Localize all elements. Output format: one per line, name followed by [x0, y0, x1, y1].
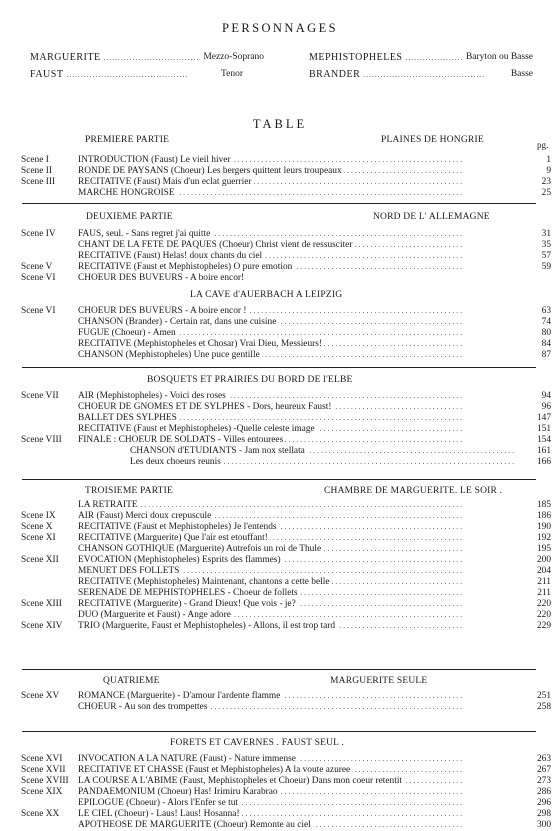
page-column-label: pg.	[537, 140, 549, 150]
scene-number: Scene VII	[21, 391, 59, 401]
entry-title	[78, 621, 514, 632]
entry-title	[78, 402, 514, 413]
section-divider	[22, 367, 536, 368]
personnages-title: PERSONNAGES	[222, 21, 338, 35]
entry-title	[78, 229, 514, 240]
list-item	[0, 188, 560, 199]
section-part-4: QUATRIEME	[103, 676, 160, 686]
page-number: 300	[536, 820, 551, 830]
list-item	[0, 391, 560, 402]
list-item	[0, 413, 560, 424]
entry-title-text: EVOCATION (Mephistopheles) Esprits des flammes)	[78, 555, 281, 565]
entry-title-text: INVOCATION A LA NATURE (Faust) - Nature immense	[78, 754, 296, 764]
cast-voice: Mezzo-Soprano	[203, 52, 264, 62]
entry-title-text: RONDE DE PAYSANS (Choeur) Les bergers quittent leurs troupeaux	[78, 166, 342, 176]
scene-number: Scene III	[21, 177, 56, 187]
list-item	[0, 765, 560, 776]
entry-title-text: LA RETRAITE	[78, 500, 138, 510]
entry-title-text: BALLET DES SYLPHES	[78, 413, 177, 423]
list-item	[0, 522, 560, 533]
entry-title-text: FUGUE (Choeur) - Amen	[78, 328, 176, 338]
list-item	[0, 599, 560, 610]
page-number: 298	[536, 809, 551, 819]
list-item	[0, 328, 560, 339]
page-number: 220	[536, 610, 551, 620]
scene-number: Scene XVIII	[21, 776, 69, 786]
page-number: 94	[541, 391, 551, 401]
entry-title-text: RECITATIVE (Faust et Mephistopheles) -Quelle celeste image	[78, 424, 315, 434]
entry-title	[78, 588, 514, 599]
page-number: 195	[536, 544, 551, 554]
entry-title	[78, 166, 514, 177]
cast-voice: Basse	[510, 69, 533, 79]
page-number: 267	[536, 765, 551, 775]
entry-title	[78, 765, 514, 776]
scene-number: Scene XI	[21, 533, 56, 543]
entry-title	[78, 820, 514, 831]
list-item	[0, 621, 560, 632]
cast-name: BRANDER	[309, 69, 361, 80]
entry-title-text: RECITATIVE (Faust) Helas! doux chants du ciel	[78, 251, 263, 261]
page-number: 204	[536, 566, 551, 576]
entry-title	[78, 577, 514, 588]
entry-title-text: CHOEUR DES BUVEURS - A boire encor!	[78, 273, 245, 283]
page-number: 296	[536, 798, 551, 808]
scene-number: Scene XII	[21, 555, 59, 565]
list-item	[0, 500, 560, 511]
entry-title-text: RECITATIVE (Mephistopheles et Chosar) Vrai Dieu, Messieurs!	[78, 339, 323, 349]
page-number: 84	[541, 339, 551, 349]
leader-dots	[66, 69, 218, 80]
page-number: 25	[541, 188, 551, 198]
entry-title-text: TRIO (Marguerite, Faust et Mephistopheles) - Allons, il est trop tard	[78, 621, 336, 631]
entry-title-text: SERENADE DE MEPHISTOPHELES - Choeur de follets	[78, 588, 298, 598]
entry-title	[78, 702, 514, 713]
entry-title	[78, 262, 514, 273]
list-item	[0, 754, 560, 765]
entry-title	[130, 457, 514, 468]
list-item	[0, 350, 560, 361]
entry-title	[78, 798, 514, 809]
scene-number: Scene X	[21, 522, 53, 532]
entry-title	[78, 610, 514, 621]
cast-entry-brander	[309, 69, 533, 80]
page-number: 286	[536, 787, 551, 797]
list-item	[0, 317, 560, 328]
page-number: 154	[536, 435, 551, 445]
page-number: 31	[541, 229, 551, 239]
cast-entry-mephistopheles	[309, 52, 533, 63]
list-item	[0, 566, 560, 577]
entry-title	[78, 317, 514, 328]
list-item	[0, 166, 560, 177]
scene-number: Scene IV	[21, 229, 56, 239]
page-number: 185	[536, 500, 551, 510]
entry-title	[78, 511, 514, 522]
entry-title	[78, 424, 514, 435]
page-number: 35	[541, 240, 551, 250]
page-number: 74	[541, 317, 551, 327]
entry-title	[78, 350, 514, 361]
list-item	[0, 702, 560, 713]
cast-name: FAUST	[30, 69, 64, 80]
entry-title	[78, 533, 514, 544]
page-number: 9	[546, 166, 551, 176]
entry-title-text: CHOEUR DES BUVEURS - A boire encor !	[78, 306, 247, 316]
section-divider	[22, 669, 536, 670]
cast-entry-marguerite	[30, 52, 264, 63]
leader-dots	[363, 69, 508, 80]
page-number: 229	[536, 621, 551, 631]
scene-number: Scene V	[21, 262, 53, 272]
entry-title-text: RECITATIVE (Faust et Mephistopheles) Je l'entends	[78, 522, 277, 532]
entry-title-text: PANDAEMONIUM (Choeur) Has! Irimiru Karabrao	[78, 787, 278, 797]
page-number: 23	[541, 177, 551, 187]
page-number: 192	[536, 533, 551, 543]
entry-title	[78, 691, 514, 702]
entry-title	[78, 177, 514, 188]
entry-title-text: CHANSON d'ETUDIANTS - Jam nox stellata	[130, 446, 305, 456]
list-item	[0, 544, 560, 555]
page-number: 251	[536, 691, 551, 701]
entry-title	[78, 787, 514, 798]
page-number: 161	[536, 446, 551, 456]
scene-number: Scene XX	[21, 809, 60, 819]
entry-title-text: CHANSON (Mephistopheles) Une puce gentille	[78, 350, 260, 360]
cast-voice: Baryton ou Basse	[465, 52, 533, 62]
list-item	[0, 577, 560, 588]
page-number: 96	[541, 402, 551, 412]
entry-title	[78, 555, 514, 566]
scene-number: Scene VI	[21, 273, 56, 283]
page-number: 190	[536, 522, 551, 532]
section-divider	[22, 731, 536, 732]
entry-title-text: FAUS, seul. - Sans regret j'ai quitte	[78, 229, 211, 239]
cast-voice: Tenor	[220, 69, 243, 79]
entry-title	[78, 522, 514, 533]
page-number: 147	[536, 413, 551, 423]
scene-number: Scene II	[21, 166, 52, 176]
entry-title	[78, 155, 514, 166]
entry-title-text: AIR (Mephistopheles) - Voici des roses	[78, 391, 226, 401]
entry-title-text: CHANT DE LA FETE DE PAQUES (Choeur) Christ vient de ressusciter	[78, 240, 353, 250]
list-item	[0, 533, 560, 544]
section-location-1: PLAINES DE HONGRIE	[381, 135, 484, 145]
entry-title-text: FINALE : CHOEUR DE SOLDATS - Villes entourees	[78, 435, 284, 445]
entry-title-text: LA COURSE A L'ABIME (Faust, Mephistopheles et Choeur) Dans mon coeur retentit	[78, 776, 403, 786]
page-number: 211	[537, 588, 551, 598]
cast-name: MARGUERITE	[30, 52, 101, 63]
entry-title	[78, 754, 514, 765]
page-number: 200	[536, 555, 551, 565]
page-number: 211	[537, 577, 551, 587]
page-number: 57	[541, 251, 551, 261]
entry-title-text: LE CIEL (Choeur) - Laus! Laus! Hosanna!	[78, 809, 240, 819]
entry-title-text: CHOEUR - Au son des trompettes	[78, 702, 208, 712]
section-location-4: BOSQUETS ET PRAIRIES DU BORD DE l'ELBE	[147, 375, 353, 385]
section-divider	[22, 479, 536, 480]
entry-title	[78, 328, 514, 339]
entry-title	[78, 188, 514, 199]
entry-title-text: CHOEUR DE GNOMES ET DE SYLPHES - Dors, heureux Faust!	[78, 402, 332, 412]
scene-number: Scene XVII	[21, 765, 66, 775]
entry-title	[78, 776, 514, 787]
scene-number: Scene IX	[21, 511, 56, 521]
entry-title-text: DUO (Marguerite et Faust) - Ange adore	[78, 610, 231, 620]
list-item	[0, 610, 560, 621]
list-item	[0, 306, 560, 317]
entry-title	[78, 500, 514, 511]
list-item	[0, 798, 560, 809]
section-part-1: PREMIERE PARTIE	[85, 135, 170, 145]
list-item	[0, 691, 560, 702]
entry-title	[78, 306, 514, 317]
page-number: 166	[536, 457, 551, 467]
page-number: 87	[541, 350, 551, 360]
section-part-2: DEUXIEME PARTIE	[86, 212, 173, 222]
list-item	[0, 787, 560, 798]
entry-title	[78, 413, 514, 424]
entry-title	[78, 544, 514, 555]
section-location-3: LA CAVE d'AUERBACH A LEIPZIG	[190, 290, 343, 300]
entry-title-text: EPILOGUE (Choeur) - Alors l'Enfer se tut	[78, 798, 238, 808]
entry-title-text: RECITATIVE (Faust et Mephistopheles) O pure emotion	[78, 262, 293, 272]
section-location-6: MARGUERITE SEULE	[330, 676, 428, 686]
entry-title-text: CHANSON GOTHIQUE (Marguerite) Autrefois un roi de Thule	[78, 544, 322, 554]
page-number: 220	[536, 599, 551, 609]
cast-entry-faust	[30, 69, 243, 80]
entry-title	[78, 435, 514, 446]
entry-title	[78, 273, 514, 284]
list-item	[0, 820, 560, 831]
section-location-7: FORETS ET CAVERNES . FAUST SEUL .	[170, 738, 344, 748]
list-item	[0, 177, 560, 188]
section-divider	[22, 203, 536, 204]
list-item	[0, 588, 560, 599]
page-number: 1	[546, 155, 551, 165]
entry-title	[78, 599, 514, 610]
leader-dots	[104, 52, 201, 63]
page-number: 273	[536, 776, 551, 786]
entry-title-text: RECITATIVE ET CHASSE (Faust et Mephistopheles) A la voute azuree	[78, 765, 351, 775]
list-item	[0, 240, 560, 251]
list-item	[0, 339, 560, 350]
scene-number: Scene VI	[21, 306, 56, 316]
leader-dots	[406, 52, 463, 63]
list-item	[0, 402, 560, 413]
page-number: 263	[536, 754, 551, 764]
table-title: TABLE	[252, 117, 308, 131]
list-item	[0, 776, 560, 787]
entry-title	[78, 339, 514, 350]
entry-title	[78, 251, 514, 262]
list-item	[0, 273, 560, 284]
list-item	[0, 229, 560, 240]
entry-title-text: RECITATIVE (Marguerite) - Grand Dieux! Que vois - je?	[78, 599, 296, 609]
entry-title	[130, 446, 514, 457]
entry-title-text: APOTHEOSE DE MARGUERITE (Choeur) Remonte au ciel	[78, 820, 311, 830]
entry-title-text: RECITATIVE (Marguerite) Que l'air est etouffant!	[78, 533, 268, 543]
list-item	[0, 435, 560, 446]
entry-title-text: INTRODUCTION (Faust) Le vieil hiver	[78, 155, 231, 165]
scene-number: Scene XIII	[21, 599, 62, 609]
list-item	[0, 262, 560, 273]
list-item	[0, 446, 560, 457]
list-item	[0, 809, 560, 820]
scene-number: Scene XIX	[21, 787, 63, 797]
list-item	[0, 555, 560, 566]
page-number: 258	[536, 702, 551, 712]
entry-title-text: MARCHE HONGROISE	[78, 188, 175, 198]
page-number: 151	[536, 424, 551, 434]
entry-title-text: MENUET DES FOLLETS	[78, 566, 180, 576]
list-item	[0, 457, 560, 468]
list-item	[0, 511, 560, 522]
scene-number: Scene XV	[21, 691, 60, 701]
page-number: 80	[541, 328, 551, 338]
section-part-3: TROISIEME PARTIE	[85, 486, 174, 496]
list-item	[0, 155, 560, 166]
cast-name: MEPHISTOPHELES	[309, 52, 403, 63]
list-item	[0, 251, 560, 262]
scene-number: Scene VIII	[21, 435, 62, 445]
section-location-5: CHAMBRE DE MARGUERITE. LE SOIR .	[324, 486, 503, 496]
entry-title-text: RECITATIVE (Faust) Mais d'un eclat guerrier	[78, 177, 252, 187]
entry-title-text: RECITATIVE (Mephistopheles) Maintenant, chantons a cette belle	[78, 577, 330, 587]
scene-number: Scene XVI	[21, 754, 63, 764]
page-number: 63	[541, 306, 551, 316]
entry-title	[78, 240, 514, 251]
entry-title-text: ROMANCE (Marguerite) - D'amour l'ardente flamme	[78, 691, 281, 701]
entry-title	[78, 566, 514, 577]
section-location-2: NORD DE L' ALLEMAGNE	[373, 212, 490, 222]
entry-title-text: CHANSON (Brander) - Certain rat, dans une cuisine	[78, 317, 277, 327]
scene-number: Scene I	[21, 155, 49, 165]
entry-title-text: Les deux choeurs reunis	[130, 457, 221, 467]
entry-title-text: AIR (Faust) Merci doux crepuscule	[78, 511, 212, 521]
page-number: 186	[536, 511, 551, 521]
scene-number: Scene XIV	[21, 621, 63, 631]
entry-title	[78, 391, 514, 402]
entry-title	[78, 809, 514, 820]
page-number: 59	[541, 262, 551, 272]
list-item	[0, 424, 560, 435]
